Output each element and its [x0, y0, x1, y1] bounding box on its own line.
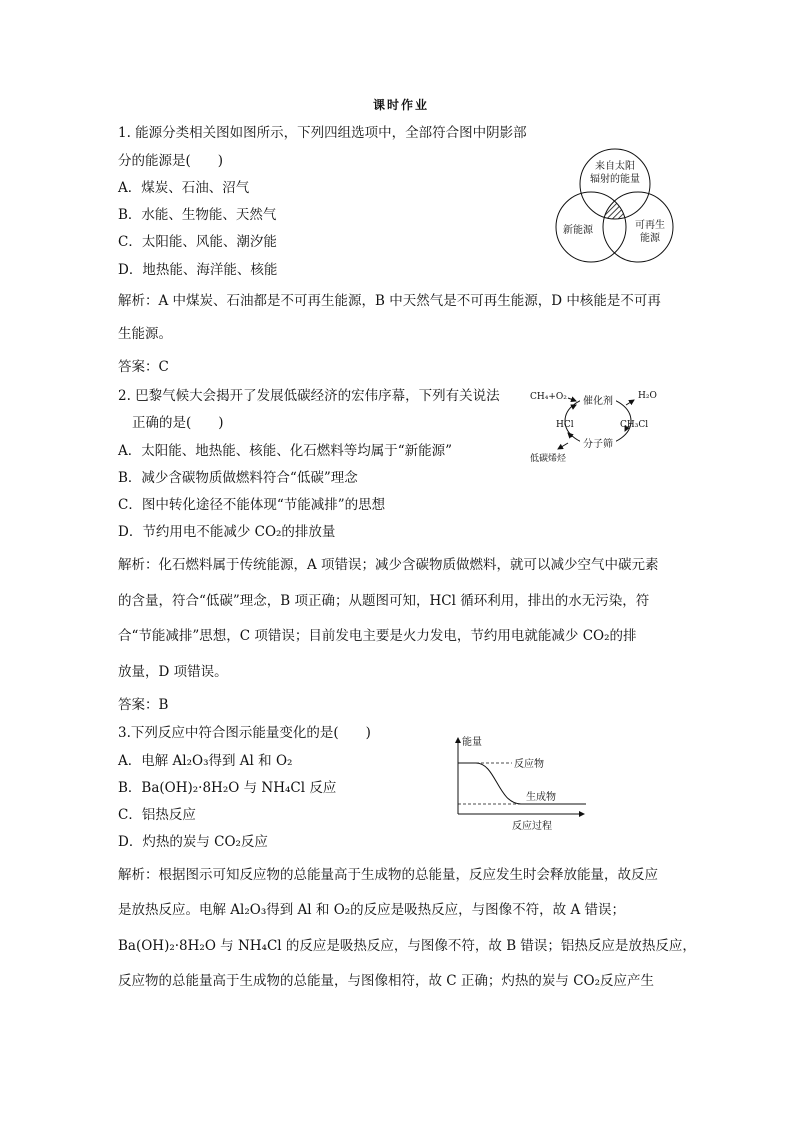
label-sieve: 分子筛 [583, 439, 613, 450]
q1-option-d: D．地热能、海洋能、核能 [118, 262, 278, 278]
q2-analysis-line3: 合“节能减排”思想，C 项错误；目前发电主要是火力发电，节约用电就能减少 CO₂的排 [118, 628, 637, 644]
arrow-out-water [626, 400, 634, 405]
x-axis-label: 反应过程 [512, 821, 552, 832]
label-ch3cl: CH₃Cl [620, 420, 649, 430]
label-product: 低碳烯烃 [530, 454, 567, 464]
q2-analysis-line2: 的含量，符合“低碳”理念，B 项正确；从题图可知，HCl 循环利用，排出的水无污染，符 [118, 593, 650, 609]
q1-option-b: B．水能、生物能、天然气 [118, 207, 277, 223]
q3-analysis-line4: 反应物的总能量高于生成物的总能量，与图像相符，故 C 正确；灼热的炭与 CO₂反应产生 [118, 973, 655, 989]
q2-stem-line2: 正确的是( ) [132, 415, 224, 431]
label-water: H₂O [638, 391, 657, 401]
arrow-in [568, 398, 576, 401]
q2-analysis-line1: 解析：化石燃料属于传统能源，A 项错误；减少含碳物质做燃料，就可以减少空气中碳元素 [118, 557, 659, 573]
q1-option-c: C．太阳能、风能、潮汐能 [118, 234, 277, 250]
q1-stem-line1: 1. 能源分类相关图如图所示，下列四组选项中，全部符合图中阴影部 [118, 125, 527, 141]
label-hcl: HCl [556, 420, 574, 430]
q2-analysis-line4: 放量，D 项错误。 [118, 664, 228, 680]
label-reactants: 反应物 [514, 759, 544, 770]
q2-option-c: C．图中转化途径不能体现“节能减排”的思想 [118, 497, 386, 513]
label-reactant: CH₄+O₂ [530, 392, 567, 402]
q3-option-b: B．Ba(OH)₂·8H₂O 与 NH₄Cl 反应 [118, 780, 337, 796]
venn-label-left: 新能源 [563, 225, 593, 236]
label-catalyst: 催化剂 [583, 396, 613, 407]
q3-analysis-line3: Ba(OH)₂·8H₂O 与 NH₄Cl 的反应是吸热反应，与图像不符，故 B 错误；铝热反应是放热反应， [118, 938, 696, 954]
q1-option-a: A．煤炭、石油、沼气 [118, 180, 250, 196]
q1-stem-line2: 分的能源是( ) [118, 153, 224, 169]
venn-label-top-2: 辐射的能量 [590, 174, 640, 185]
q2-option-b: B．减少含碳物质做燃料符合“低碳”理念 [118, 470, 358, 486]
venn-diagram [548, 147, 688, 272]
venn-label-top-1: 来自太阳 [595, 161, 635, 172]
q3-stem: 3.下列反应中符合图示能量变化的是( ) [118, 725, 371, 741]
y-axis-label: 能量 [462, 737, 482, 748]
arrow-out-product [558, 443, 568, 449]
q3-option-a: A．电解 Al₂O₃得到 Al 和 O₂ [118, 753, 293, 769]
q2-option-d: D．节约用电不能减少 CO₂的排放量 [118, 524, 336, 540]
energy-diagram [446, 728, 596, 834]
q1-analysis-line2: 生能源。 [118, 326, 172, 342]
q3-analysis-line1: 解析：根据图示可知反应物的总能量高于生成物的总能量，反应发生时会释放能量，故反应 [118, 867, 658, 883]
q3-option-d: D．灼热的炭与 CO₂反应 [118, 834, 268, 850]
q2-option-a: A．太阳能、地热能、核能、化石燃料等均属于“新能源” [118, 443, 453, 459]
conversion-cycle-diagram [528, 383, 678, 468]
q2-answer: 答案：B [118, 697, 169, 713]
q1-answer: 答案：C [118, 359, 169, 375]
q3-option-c: C．铝热反应 [118, 807, 196, 823]
q3-analysis-line2: 是放热反应。电解 Al₂O₃得到 Al 和 O₂的反应是吸热反应，与图像不符，故 A 错误； [118, 902, 626, 918]
page-title: 课时作业 [373, 98, 430, 112]
venn-label-right-1: 可再生 [635, 220, 665, 231]
q2-stem-line1: 2. 巴黎气候大会揭开了发展低碳经济的宏伟序幕，下列有关说法 [118, 388, 500, 404]
label-products: 生成物 [526, 792, 556, 803]
q1-analysis-line1: 解析：A 中煤炭、石油都是不可再生能源，B 中天然气是不可再生能源，D 中核能是不可再 [118, 293, 661, 309]
venn-label-right-2: 能源 [640, 233, 660, 244]
